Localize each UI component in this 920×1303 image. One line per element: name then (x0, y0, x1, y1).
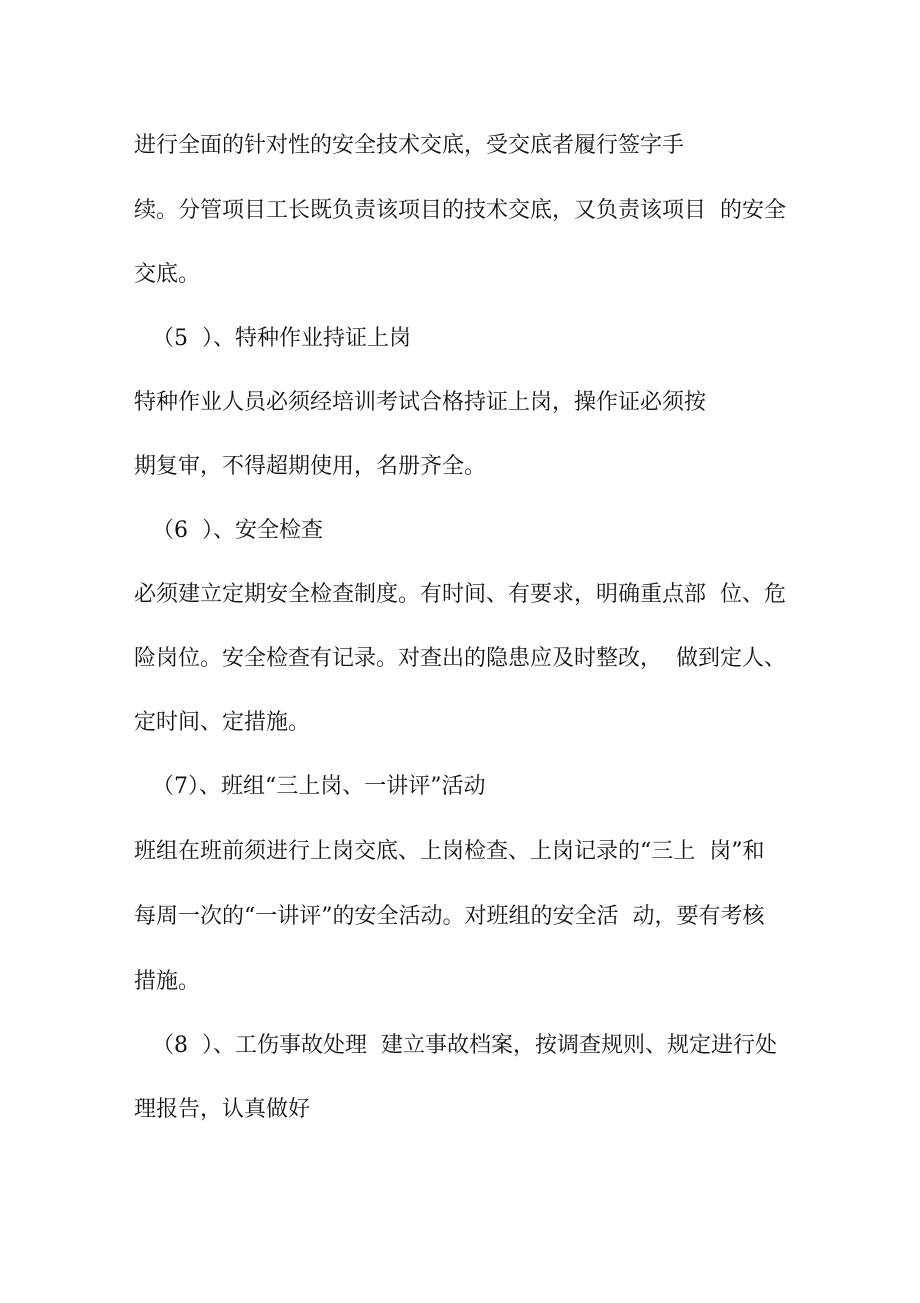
paragraph-line: 特种作业人员必须经培训考试合格持证上岗，操作证必须按 (134, 390, 707, 415)
paragraph-line: 必须建立定期安全检查制度。有时间、有要求，明确重点部 位、危 (134, 582, 786, 607)
paragraph-line: 每周一次的“一讲评”的安全活动。对班组的安全活 动，要有考核 (134, 904, 765, 929)
paragraph-line: 交底。 (134, 262, 201, 287)
section-heading-7: （7）、班组“三上岗、一讲评”活动 (152, 774, 486, 799)
paragraph-line: 措施。 (134, 969, 201, 994)
paragraph-line: 险岗位。安全检查有记录。对查出的隐患应及时整改， 做到定人、 (134, 646, 786, 671)
paragraph-line: 进行全面的针对性的安全技术交底，受交底者履行签字手 (134, 133, 685, 158)
section-heading-8: （8 ）、工伤事故处理 建立事故档案，按调查规则、规定进行处 (152, 1033, 777, 1058)
paragraph-line: 定时间、定措施。 (134, 710, 311, 735)
section-heading-6: （6 ）、安全检查 (152, 518, 323, 543)
paragraph-line: 期复审，不得超期使用，名册齐全。 (134, 454, 487, 479)
paragraph-line: 理报告，认真做好 (134, 1097, 311, 1122)
section-heading-5: （5 ）、特种作业持证上岗 (152, 326, 411, 351)
paragraph-line: 班组在班前须进行上岗交底、上岗检查、上岗记录的“三上 岗”和 (134, 839, 765, 864)
paragraph-line: 续。分管项目工长既负责该项目的技术交底，又负责该项目 的安全 (134, 198, 786, 223)
